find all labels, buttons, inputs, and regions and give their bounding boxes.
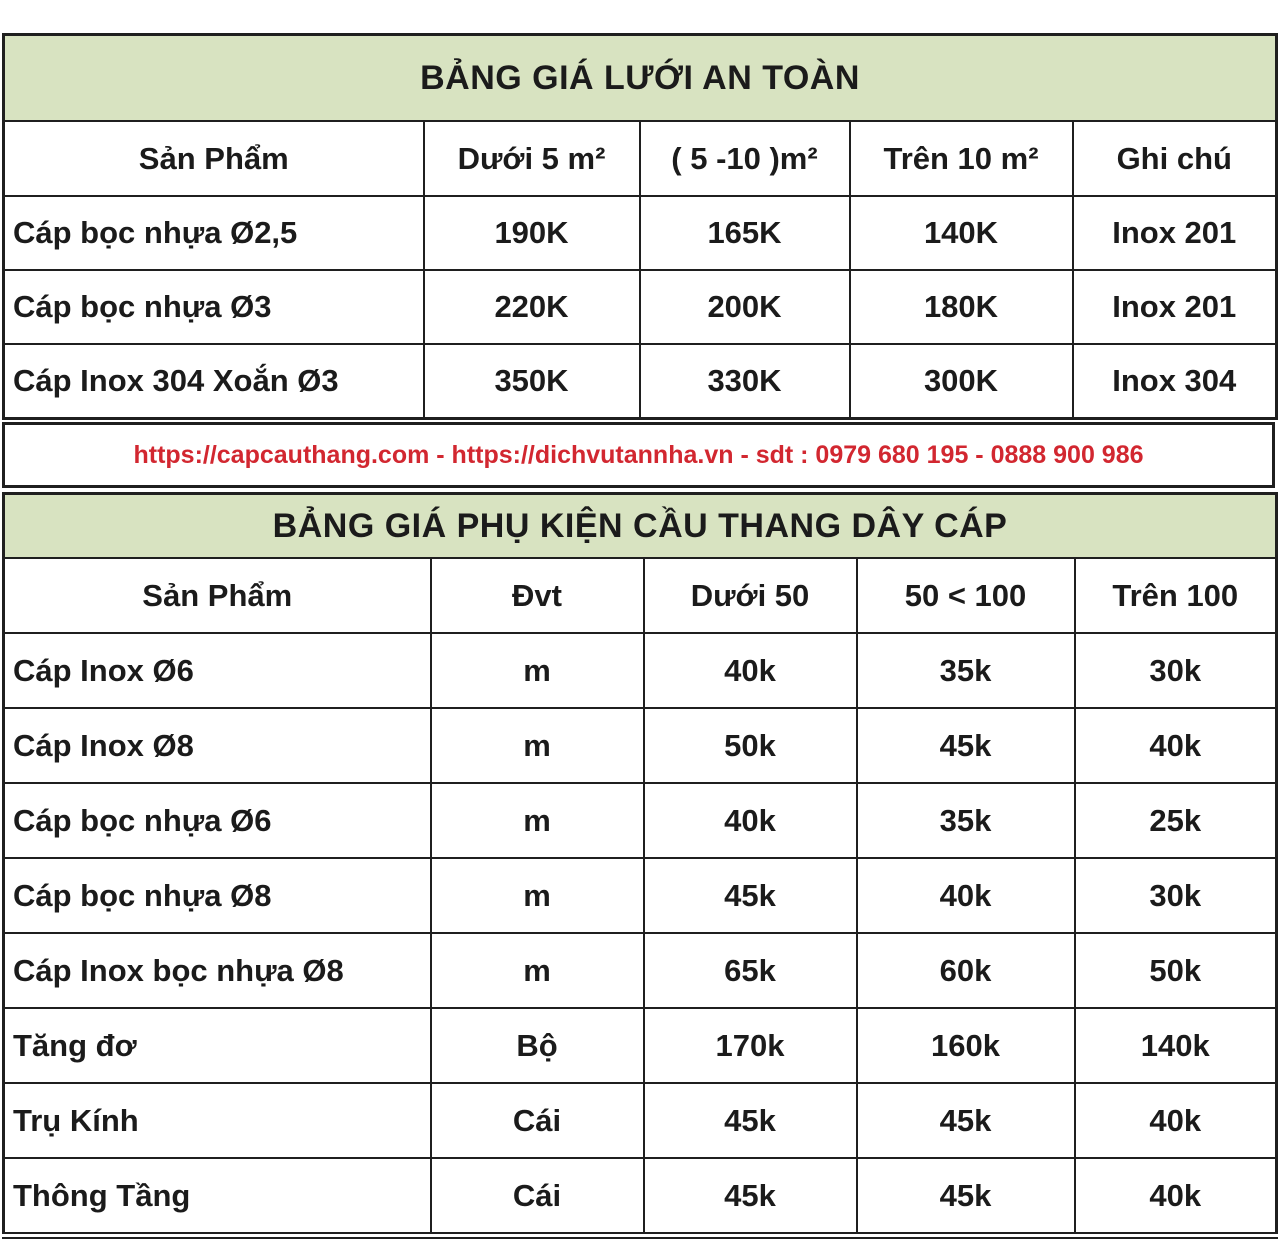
unit: m bbox=[431, 933, 644, 1008]
table2-header-under50: Dưới 50 bbox=[644, 558, 857, 633]
unit: m bbox=[431, 858, 644, 933]
price-50to100: 45k bbox=[857, 1083, 1075, 1158]
price-under50: 50k bbox=[644, 708, 857, 783]
table-row bbox=[4, 633, 1277, 708]
table1-title-row bbox=[4, 35, 1277, 122]
table1-header-over10: Trên 10 m² bbox=[850, 121, 1073, 196]
price-over100: 40k bbox=[1075, 708, 1277, 783]
price-sheet bbox=[2, 33, 1275, 1239]
price-50to100: 35k bbox=[857, 783, 1075, 858]
table-row bbox=[4, 933, 1277, 1008]
unit: Cái bbox=[431, 1158, 644, 1236]
table2-header-over100: Trên 100 bbox=[1075, 558, 1277, 633]
price-50to100: 45k bbox=[857, 1158, 1075, 1236]
price-50to100: 40k bbox=[857, 858, 1075, 933]
price-50to100: 35k bbox=[857, 633, 1075, 708]
table1-header-under5: Dưới 5 m² bbox=[424, 121, 640, 196]
accessories-price-table bbox=[2, 492, 1278, 1239]
unit: m bbox=[431, 783, 644, 858]
table1-header-5to10: ( 5 -10 )m² bbox=[640, 121, 850, 196]
product-name: Thông Tầng bbox=[4, 1158, 431, 1236]
price-under50: 45k bbox=[644, 1158, 857, 1236]
product-name: Cáp Inox bọc nhựa Ø8 bbox=[4, 933, 431, 1008]
unit: Bộ bbox=[431, 1008, 644, 1083]
price-5to10: 200K bbox=[640, 270, 850, 344]
note: Inox 201 bbox=[1073, 196, 1277, 270]
price-over100: 140k bbox=[1075, 1008, 1277, 1083]
price-5to10: 165K bbox=[640, 196, 850, 270]
price-under50: 40k bbox=[644, 633, 857, 708]
unit: m bbox=[431, 633, 644, 708]
product-name: Cáp Inox Ø6 bbox=[4, 633, 431, 708]
table-row bbox=[4, 1158, 1277, 1236]
product-name: Cáp bọc nhựa Ø8 bbox=[4, 858, 431, 933]
table1-header-note: Ghi chú bbox=[1073, 121, 1277, 196]
table2-title-row bbox=[4, 494, 1277, 559]
product-name: Trụ Kính bbox=[4, 1083, 431, 1158]
product-name: Cáp bọc nhựa Ø6 bbox=[4, 783, 431, 858]
price-under5: 190K bbox=[424, 196, 640, 270]
price-50to100: 45k bbox=[857, 708, 1075, 783]
table2-header-50to100: 50 < 100 bbox=[857, 558, 1075, 633]
table2-header-product: Sản Phẩm bbox=[4, 558, 431, 633]
table1-header-row bbox=[4, 121, 1277, 196]
price-under5: 350K bbox=[424, 344, 640, 419]
product-name: Cáp bọc nhựa Ø3 bbox=[4, 270, 424, 344]
price-over100: 50k bbox=[1075, 933, 1277, 1008]
price-over10: 140K bbox=[850, 196, 1073, 270]
table2-header-unit: Đvt bbox=[431, 558, 644, 633]
table-row bbox=[4, 1083, 1277, 1158]
unit: m bbox=[431, 708, 644, 783]
price-under50: 45k bbox=[644, 858, 857, 933]
product-name: Cáp bọc nhựa Ø2,5 bbox=[4, 196, 424, 270]
price-50to100: 60k bbox=[857, 933, 1075, 1008]
price-under50: 45k bbox=[644, 1083, 857, 1158]
table-row bbox=[4, 344, 1277, 419]
product-name: Tăng đơ bbox=[4, 1008, 431, 1083]
note: Inox 304 bbox=[1073, 344, 1277, 419]
table-row bbox=[4, 270, 1277, 344]
safety-net-price-table bbox=[2, 33, 1278, 420]
price-50to100: 160k bbox=[857, 1008, 1075, 1083]
price-over100: 40k bbox=[1075, 1083, 1277, 1158]
table1-title: BẢNG GIÁ LƯỚI AN TOÀN bbox=[4, 35, 1277, 122]
product-name: Cáp Inox Ø8 bbox=[4, 708, 431, 783]
price-under50: 170k bbox=[644, 1008, 857, 1083]
table-row bbox=[4, 196, 1277, 270]
note: Inox 201 bbox=[1073, 270, 1277, 344]
table2-title: BẢNG GIÁ PHỤ KIỆN CẦU THANG DÂY CÁP bbox=[4, 494, 1277, 559]
table-row bbox=[4, 708, 1277, 783]
price-over10: 180K bbox=[850, 270, 1073, 344]
table-row bbox=[4, 858, 1277, 933]
table-row bbox=[4, 783, 1277, 858]
price-over100: 25k bbox=[1075, 783, 1277, 858]
price-5to10: 330K bbox=[640, 344, 850, 419]
price-over100: 30k bbox=[1075, 858, 1277, 933]
price-under50: 40k bbox=[644, 783, 857, 858]
price-over100: 40k bbox=[1075, 1158, 1277, 1236]
price-over100: 30k bbox=[1075, 633, 1277, 708]
contact-banner bbox=[2, 422, 1275, 488]
unit: Cái bbox=[431, 1083, 644, 1158]
table1-header-product: Sản Phẩm bbox=[4, 121, 424, 196]
product-name: Cáp Inox 304 Xoắn Ø3 bbox=[4, 344, 424, 419]
price-under50: 65k bbox=[644, 933, 857, 1008]
contact-line: https://capcauthang.com - https://dichvutannha.vn - sdt : 0979 680 195 - 0888 900 986 bbox=[133, 440, 1144, 469]
price-under5: 220K bbox=[424, 270, 640, 344]
table2-header-row bbox=[4, 558, 1277, 633]
price-over10: 300K bbox=[850, 344, 1073, 419]
table-row bbox=[4, 1008, 1277, 1083]
